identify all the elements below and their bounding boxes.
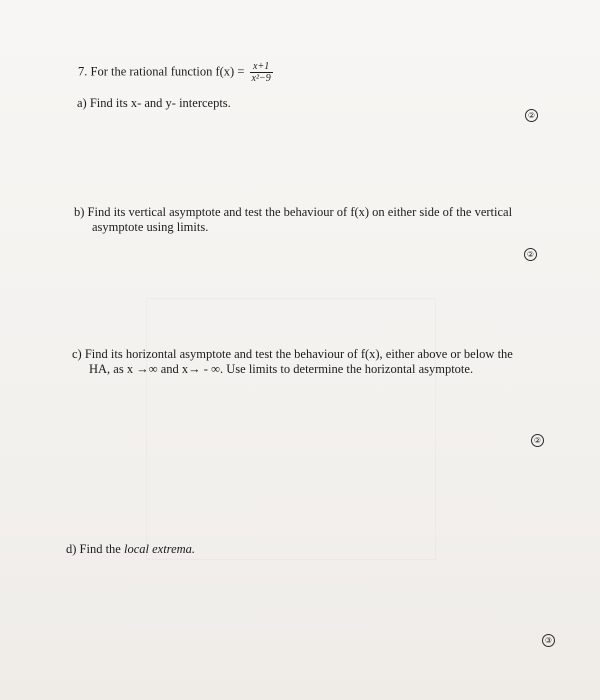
- question-prefix: 7. For the rational function f(x) =: [78, 64, 245, 79]
- fraction-denominator: x²−9: [251, 73, 271, 84]
- part-d-text: [66, 542, 195, 557]
- part-a-marks: ②: [525, 109, 538, 122]
- part-b-line-2: asymptote using limits.: [92, 220, 209, 234]
- fraction-numerator: x+1: [250, 61, 273, 73]
- part-d-marks: ③: [542, 634, 555, 647]
- part-c-marks: ②: [531, 434, 544, 447]
- show-through-grid: [146, 298, 436, 560]
- part-d-prefix: d) Find the: [66, 542, 124, 556]
- part-a-text: a) Find its x- and y- intercepts.: [77, 96, 231, 110]
- part-b-line-1: b) Find its vertical asymptote and test the behaviour of f(x) on either side of the vertical: [74, 205, 513, 219]
- part-d-emphasis: local extrema.: [123, 542, 196, 556]
- question-heading: [78, 61, 273, 84]
- part-b-marks: ②: [524, 248, 537, 261]
- part-c-line-2: HA, as x →∞ and x→ - ∞. Use limits to determine the horizontal asymptote.: [89, 362, 474, 376]
- function-fraction: [250, 61, 273, 84]
- part-c-line-1: c) Find its horizontal asymptote and test the behaviour of f(x), either above or below the: [72, 347, 513, 361]
